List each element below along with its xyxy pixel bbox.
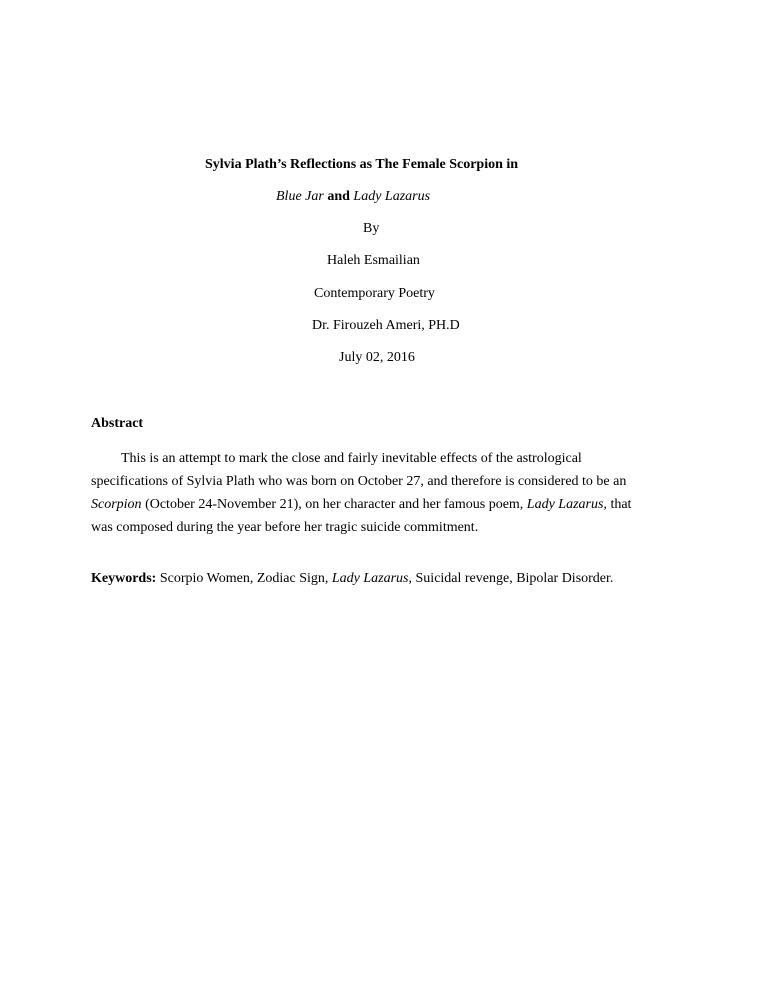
abstract-line-3-text: (October 24-November 21), on her character and her famous poem, [141, 497, 527, 512]
author-name: Haleh Esmailian [327, 253, 420, 268]
poem-title-lady-lazarus: Lady Lazarus [353, 189, 431, 204]
course-name: Contemporary Poetry [314, 286, 435, 301]
abstract-body [91, 447, 691, 539]
abstract-scorpion-term: Scorpion [91, 497, 142, 512]
abstract-line-3-end: that [606, 497, 632, 512]
date-line: July 02, 2016 [339, 350, 415, 365]
paper-title: Sylvia Plath’s Reflections as The Female Scorpion in [205, 157, 519, 172]
by-line: By [363, 221, 380, 236]
keywords-text-2: , Suicidal revenge, Bipolar Disorder. [408, 571, 614, 586]
abstract-poem-title: Lady Lazarus, [526, 497, 607, 512]
abstract-line-1: This is an attempt to mark the close and fairly inevitable effects of the astrological [121, 451, 582, 466]
abstract-line-2: specifications of Sylvia Plath who was born on October 27, and therefore is considered to be an [91, 474, 627, 489]
abstract-heading: Abstract [91, 416, 144, 431]
keywords-text-1: Scorpio Women, Zodiac Sign, [156, 571, 332, 586]
instructor-name: Dr. Firouzeh Ameri, PH.D [312, 318, 460, 333]
abstract-line-3 [91, 493, 691, 516]
title-conjunction: and [327, 189, 350, 204]
keywords-poem-title: Lady Lazarus [331, 571, 409, 586]
paper-title-subline [276, 189, 430, 205]
keywords-line [91, 571, 613, 587]
poem-title-blue-jar: Blue Jar [276, 189, 324, 204]
keywords-label: Keywords: [91, 571, 157, 586]
abstract-line-4: was composed during the year before her tragic suicide commitment. [91, 520, 479, 535]
